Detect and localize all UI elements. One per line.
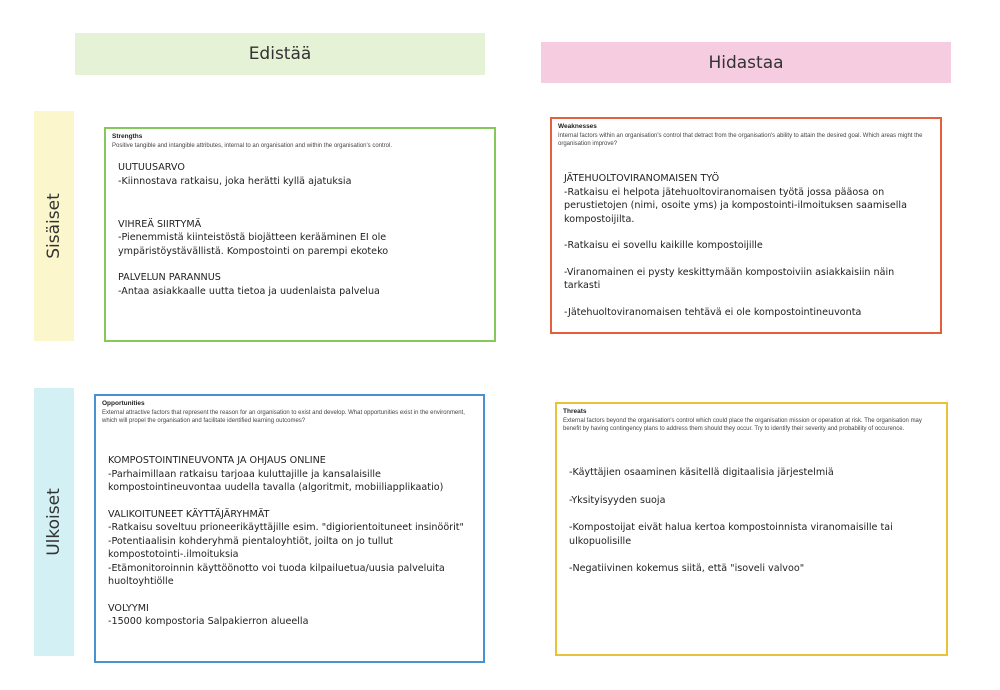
column-header-hinder-label: Hidastaa [708, 52, 784, 73]
threats-description: External factors beyond the organisation's control which could place the organisation mission or operation at risk. The organisation may benefit by having contingency plans to address them should they occur. Try to identify their severity and probability of occurence. [563, 418, 922, 432]
column-header-help-label: Edistää [248, 44, 312, 64]
row-header-external-label: Ulkoiset [44, 488, 65, 556]
column-header-hinder [541, 42, 951, 83]
row-header-external [34, 388, 74, 656]
weaknesses-description: Internal factors within an organisation's control that detract from the organisation's ability to attain the desired goal. Which areas might the organisation improve? [558, 133, 923, 147]
strengths-box [104, 127, 496, 342]
weakness-item: -Jätehuoltoviranomaisen tehtävä ei ole kompostointineuvonta [564, 306, 862, 318]
strength-item: UUTUUSARVO -Kiinnostava ratkaisu, joka herätti kyllä ajatuksia [118, 162, 352, 187]
threats-box [555, 402, 948, 656]
opportunities-description: External attractive factors that represent the reason for an organisation to exist and develop. What opportunities exist in the environment, which will propel the organisation and facilitate identified learning outcomes? [102, 410, 465, 424]
threat-item: -Käyttäjien osaaminen käsitellä digitaalisia järjestelmiä [569, 467, 834, 478]
strength-item: PALVELUN PARANNUS -Antaa asiakkaalle uutta tietoa ja uudenlaista palvelua [118, 272, 380, 297]
strengths-content [118, 161, 484, 298]
strength-spacer [118, 204, 484, 218]
opportunities-title: Opportunities [102, 400, 145, 407]
threat-item: -Negatiivinen kokemus siitä, että "isoveli valvoo" [569, 563, 805, 574]
threats-title: Threats [563, 408, 587, 415]
weaknesses-content [564, 172, 930, 319]
threats-content [569, 466, 936, 576]
opportunity-item: KOMPOSTOINTINEUVONTA JA OHJAUS ONLINE -Parhaimillaan ratkaisu tarjoaa kuluttajille ja kansalaisille kompostointineuvontaa uudella tavalla (algoritmit, mobiiliapplikaatio) [108, 455, 444, 493]
row-header-internal [34, 111, 74, 341]
weakness-item: JÄTEHUOLTOVIRANOMAISEN TYÖ -Ratkaisu ei helpota jätehuoltoviranomaisen työtä jossa pääosa on perustietojen (nimi, osoite yms) ja kompostointi-ilmoituksen saamisella kompostoijilta. [564, 173, 907, 225]
weaknesses-box [550, 117, 942, 334]
weakness-item: -Viranomainen ei pysty keskittymään kompostoiviin asiakkaisiin näin tarkasti [564, 266, 895, 291]
weakness-item: -Ratkaisu ei sovellu kaikille kompostoijille [564, 240, 763, 251]
column-header-help [75, 33, 485, 75]
opportunities-box [94, 394, 485, 663]
threat-item: -Yksityisyyden suoja [569, 494, 666, 506]
strengths-title: Strengths [112, 133, 143, 140]
opportunities-content [108, 454, 473, 629]
strength-item: VIHREÄ SIIRTYMÄ -Pienemmistä kiinteistöstä biojätteen kerääminen EI ole ympäristöystävällistä. Kompostointi on parempi ekoteko [118, 218, 389, 257]
threat-item: -Kompostoijat eivät halua kertoa kompostoinnista viranomaisille tai ulkopuolisille [569, 522, 893, 547]
opportunity-item: VOLYYMI -15000 kompostoria Salpakierron alueella [108, 602, 309, 627]
weaknesses-title: Weaknesses [558, 123, 597, 130]
row-header-internal-label: Sisäiset [44, 193, 64, 259]
strengths-description: Positive tangible and intangible attributes, internal to an organisation and within the organisation's control. [112, 143, 392, 149]
opportunity-item: VALIKOITUNEET KÄYTTÄJÄRYHMÄT -Ratkaisu soveltuu prioneerikäyttäjille esim. "digiorientoituneet insinöörit" -Potentiaalisin kohderyhmä pientaloyhtiöt, joilta on jo tullut kompostotointi-.ilmoituksia -Etämonitoroinnin käyttöönotto voi tuoda kilpailuetua/uusia palveluita huoltoyhtiölle [108, 508, 464, 587]
